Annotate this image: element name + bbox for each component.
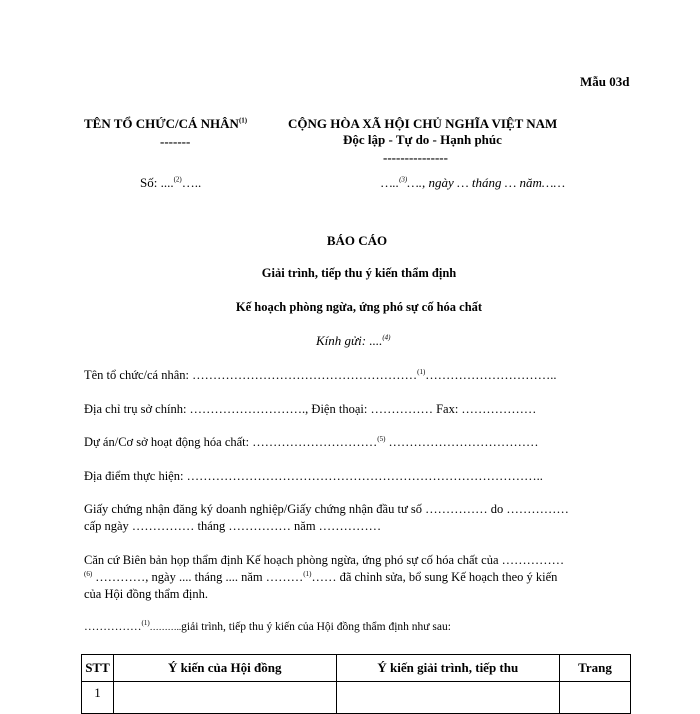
number-suffix: ….. (181, 175, 202, 190)
field-project (84, 435, 539, 450)
field-address: Địa chỉ trụ sở chính: ………………………., Điện thoại: …………… Fax: ……………… (84, 402, 537, 416)
org-name-text: Tên tổ chức/cá nhân: ……………………………………………… (84, 368, 418, 382)
number-prefix: Số: .... (140, 175, 174, 190)
project-text: Dự án/Cơ sở hoạt động hóa chất: ………………………… (84, 435, 378, 449)
cell-council-opinion (113, 682, 336, 714)
basis-mid: …………, ngày .... tháng .... năm ……… (92, 570, 304, 584)
field-org-name (84, 368, 557, 383)
cell-response (336, 682, 560, 714)
date-note: (3) (399, 175, 408, 184)
org-name-note: (1) (417, 367, 426, 376)
report-title: BÁO CÁO (326, 233, 388, 248)
org-underline: ------- (160, 134, 191, 149)
basis-line1: Căn cứ Biên bản họp thẩm định Kế hoạch phòng ngừa, ứng phó sự cố hóa chất của …………… (84, 553, 565, 567)
recipient-note: (4) (382, 333, 391, 342)
project-after: ……………………………… (385, 435, 539, 449)
org-name-header (84, 116, 247, 132)
basis-line3: của Hội đồng thẩm định. (84, 587, 208, 601)
org-name-label: TÊN TỔ CHỨC/CÁ NHÂN (84, 116, 239, 131)
nation-name: CỘNG HÒA XÃ HỘI CHỦ NGHĨA VIỆT NAM (288, 116, 558, 131)
explain-note: (1) (141, 619, 150, 628)
project-note: (5) (377, 434, 386, 443)
document-date (381, 175, 565, 191)
field-certificate-line2: cấp ngày …………… tháng …………… năm …………… (84, 519, 382, 533)
basis-line2 (84, 570, 557, 585)
number-note: (2) (173, 175, 182, 184)
basis-note-b: (1) (303, 569, 312, 578)
report-subtitle-1: Giải trình, tiếp thu ý kiến thẩm định (261, 266, 457, 280)
org-name-after: ………………………….. (425, 368, 557, 382)
basis-end: …… đã chỉnh sửa, bổ sung Kế hoạch theo ý kiến (311, 570, 558, 584)
header-stt: STT (82, 655, 114, 682)
recipient-line (316, 333, 391, 349)
nation-motto: Độc lập - Tự do - Hạnh phúc (343, 132, 502, 147)
explain-prefix: …………… (84, 621, 142, 633)
response-table (81, 654, 631, 714)
field-certificate-line1: Giấy chứng nhận đăng ký doanh nghiệp/Giấy chứng nhận đầu tư số …………… do …………… (84, 502, 569, 516)
basis-note-a: (6) (84, 569, 93, 578)
explain-dots: ……….. (149, 622, 182, 632)
document-number (140, 175, 201, 191)
nation-underline: --------------- (383, 150, 448, 165)
table-header-row (82, 655, 631, 682)
table-row (82, 682, 631, 714)
explain-text: giải trình, tiếp thu ý kiến của Hội đồng thẩm định như sau: (181, 621, 451, 633)
form-code: Mẫu 03d (580, 74, 630, 89)
cell-stt: 1 (82, 682, 114, 714)
header-page: Trang (560, 655, 631, 682)
explain-line (84, 621, 451, 633)
header-council-opinion: Ý kiến của Hội đồng (113, 655, 336, 682)
date-suffix: …., ngày … tháng … năm…… (407, 175, 566, 190)
report-subtitle-2: Kế hoạch phòng ngừa, ứng phó sự cố hóa chất (235, 300, 483, 314)
cell-page (560, 682, 631, 714)
header-response: Ý kiến giải trình, tiếp thu (336, 655, 560, 682)
date-prefix: ….. (381, 175, 400, 190)
org-note: (1) (238, 116, 248, 125)
recipient-text: Kính gửi: .... (316, 333, 383, 348)
field-location: Địa điểm thực hiện: ………………………………………………………………………….. (84, 469, 543, 483)
